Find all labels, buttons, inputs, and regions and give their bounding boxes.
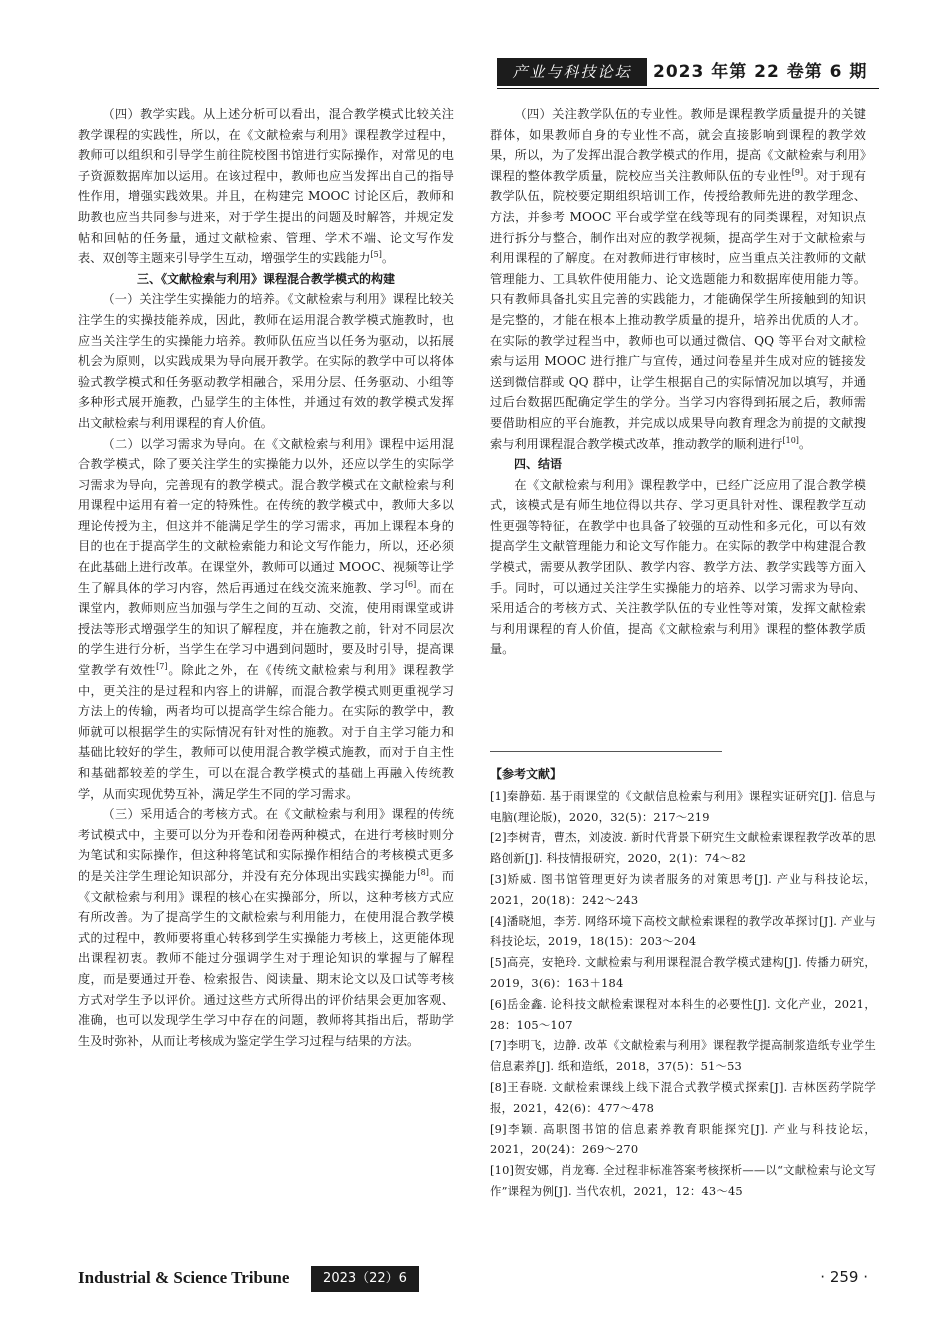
reference-item: [5]高亮，安艳玲. 文献检索与利用课程混合教学模式建构[J]. 传播力研究，2019，3(6)：163＋184 xyxy=(490,955,876,990)
reference-item: [7]李明飞，边静. 改革《文献检索与利用》课程教学提高制浆造纸专业学生信息素养[J]. 纸和造纸，2018，37(5)：51～53 xyxy=(490,1038,876,1074)
issue-info: 2023 年第 22 卷第 6 期 xyxy=(653,62,868,82)
issue-badge: 2023（22）6 xyxy=(311,1266,419,1292)
reference-item: [1]秦静茹. 基于雨课堂的《文献信息检索与利用》课程实证研究[J]. 信息与电脑(理论版)，2020，32(5)：217～219 xyxy=(490,788,876,824)
paragraph-assessment: （三）采用适合的考核方式。在《文献检索与利用》课程的传统考试模式中，主要可以分为开卷和闭卷两种模式，在进行考核时则分为笔试和实际操作，但这种将笔试和实际操作相结合的考核模式更多的是关注学生理论知识部分，并没有充分体现出实践实操能力[8]。而《文献检索与利用》课程的核心在实操部分，所以，这种考核方式应有所改善。为了提高学生的文献检索与利用能力，在使用混合教学模式的过程中，教师要将重心转移到学生实操能力考核上，这更能体现出课程初衷。教师不能过分强调学生对于理论知识的掌握与了解程度，而是要通过开卷、检索报告、阅读量、期末论文以及口试等考核方式对学生予以评价。通过这些方式所得出的评价结果会更加客观、准确，也可以发现学生学习中存在的问题，教师将其指出后，帮助学生及时弥补，从而让考核成为鉴定学生学习过程与结果的方法。 xyxy=(78,807,455,1048)
page-footer xyxy=(78,1266,878,1294)
reference-item: [4]潘晓旭，李芳. 网络环境下高校文献检索课程的教学改革探讨[J]. 产业与科技论坛，2019，18(15)：203～204 xyxy=(490,913,876,949)
citation: [9] xyxy=(791,167,804,177)
reference-item: [9]李颖. 高职图书馆的信息素养教育职能探究[J]. 产业与科技论坛，2021，20(24)：269～270 xyxy=(490,1121,876,1157)
citation: [8] xyxy=(417,867,429,877)
reference-list xyxy=(490,786,876,1202)
page-header xyxy=(497,58,879,88)
reference-item: [8]王春晓. 文献检索课线上线下混合式教学模式探索[J]. 吉林医药学院学报，2021，42(6)：477～478 xyxy=(490,1079,876,1115)
journal-name-badge: 产业与科技论坛 xyxy=(497,58,647,86)
reference-item: [10]贺安娜，肖龙骞. 全过程非标准答案考核探析——以“文献检索与论文写作”课程为例[J]. 当代农机，2021，12：43～45 xyxy=(490,1163,876,1198)
left-column xyxy=(78,104,454,1051)
reference-item: [3]矫威. 图书馆管理更好为读者服务的对策思考[J]. 产业与科技论坛，2021，20(18)：242～243 xyxy=(490,871,876,907)
paragraph-conclusion: 在《文献检索与利用》课程教学中，已经广泛应用了混合教学模式，该模式是有师生地位得以共存、学习更具针对性、课程教学互动性更强等特征，在教学中也具备了较强的互动性和多元化，可以有效提高学生文献管理能力和论文写作能力。在实际的教学中构建混合教学模式，需要从教学团队、教学内容、教学方法、教学实践等方面入手。同时，可以通过关注学生实操能力的培养、以学习需求为导向、采用适合的考核方式、关注教学队伍的专业性等对策，发挥文献检索与利用课程的育人价值，提高《文献检索与利用》课程的整体教学质量。 xyxy=(490,477,866,657)
references xyxy=(490,764,876,1202)
section-heading-4: 四、结语 xyxy=(514,457,563,472)
references-title: 【参考文献】 xyxy=(490,767,563,781)
citation: [5] xyxy=(370,250,382,260)
header-rule xyxy=(497,88,879,89)
citation: [6] xyxy=(404,579,417,589)
journal-english-name: Industrial & Science Tribune xyxy=(78,1268,290,1287)
citation: [10] xyxy=(782,435,799,445)
section-heading-3: 三、《文献检索与利用》课程混合教学模式的构建 xyxy=(136,271,395,286)
paragraph-learning-needs: （二）以学习需求为导向。在《文献检索与利用》课程中运用混合教学模式，除了要关注学生的实操能力以外，还应以学生的实际学习需求为导向，完善现有的教学模式。混合教学模式在文献检索与利用课程中运用有着一定的特殊性。在传统的教学模式中，教师大多以理论传授为主，但这并不能满足学生的学习需求，再加上课程本身的目的也在于提高学生的文献检索能力和论文写作能力，所以，还必须在此基础上进行改革。在课堂外，教师可以通过 MOOC、视频等让学生了解具体的学习内容，然后再通过在线交流来施教、学习[6]。而在课堂内，教师则应当加强与学生之间的互动、交流，使用雨课堂或讲授法等形式增强学生的知识了解程度，并在施教之前，针对不同层次的学生进行分析，当学生在学习中遇到问题时，要及时引导，提高课堂教学有效性[7]。除此之外，在《传统文献检索与利用》课程教学中，更关注的是过程和内容上的讲解，而混合教学模式则更重视学习方法上的传输，两者均可以提高学生综合能力。在实际的教学中，教师就可以根据学生的实际情况有针对性的施教。对于自主学习能力和基础比较好的学生，教师可以使用混合教学模式施教，而对于自主性和基础都较差的学生，可以在混合教学模式的基础上再融入传统教学，从而实现优势互补，满足学生不同的学习需求。 xyxy=(78,436,455,801)
citation: [7] xyxy=(156,662,168,672)
reference-item: [6]岳金鑫. 论科技文献检索课程对本科生的必要性[J]. 文化产业，2021，28：105～107 xyxy=(490,996,876,1032)
paragraph-practical-ability: （一）关注学生实操能力的培养。《文献检索与利用》课程比较关注学生的实操技能养成，因此，教师在运用混合教学模式施教时，也应当关注学生的实操能力培养。教师队伍应当以任务为驱动，以拓展机会为原则，以实践成果为导向展开教学。在实际的教学中可以将体验式教学模式和任务驱动教学相融合，采用分层、任务驱动、小组等多种形式展开施教，凸显学生的主体性，并通过有效的教学模式发挥出文献检索与利用课程的育人价值。 xyxy=(78,292,454,430)
paragraph-teaching-practice: （四）教学实践。从上述分析可以看出，混合教学模式比较关注教学课程的实践性，所以，在《文献检索与利用》课程教学过程中，教师可以组织和引导学生前往院校图书馆进行实际操作，对常见的电子资源数据库加以运用。在该过程中，教师也应当发挥出自己的指导性作用，增强实践效果。并且，在构建完 MOOC 讨论区后，教师和助教也应当共同参与进来，对于学生提出的问题及时解答，并规定发帖和回帖的任务量，通过文献检索、管理、学术不端、论文写作发表、双创等主题来引导学生互动，增强学生的实践能力[5]。 xyxy=(78,107,454,266)
page-number: · 259 · xyxy=(820,1268,868,1286)
paragraph-teaching-team: （四）关注教学队伍的专业性。教师是课程教学质量提升的关键群体，如果教师自身的专业性不高，就会直接影响到课程的教学效果，所以，为了发挥出混合教学模式的作用，提高《文献检索与利用》课程的整体教学质量，院校应当关注教师队伍的专业性[9]。对于现有教学队伍，院校要定期组织培训工作，传授给教师先进的教学理念、方法，并参考 MOOC 平台或学堂在线等现有的同类课程，对知识点进行拆分与整合，制作出对应的教学视频，提高学生对于文献检索与利用课程的了解度。在对教师进行审核时，应当重点关注教师的文献管理能力、工具软件使用能力、论文选题能力和数据库使用能力等。只有教师具备扎实且完善的实践能力，才能确保学生所接触到的知识是完整的，才能在根本上推动教学质量的提升，培养出优质的人才。在实际的教学过程当中，教师也可以通过微信、QQ 等平台对文献检索与运用 MOOC 进行推广与宣传，通过问卷星并生成对应的链接发送到微信群或 QQ 群中，让学生根据自己的实际情况加以填写，并通过后台数据匹配确定学生的学分。当学习内容得到拓展之后，教师需要借助相应的平台施教，并完成以成果导向教育理念为前提的文献搜索与利用课程混合教学模式改革，推动教学的顺利进行[10]。 xyxy=(490,107,867,451)
reference-item: [2]李树青，曹杰，刘凌波. 新时代背景下研究生文献检索课程教学改革的思路创新[J]. 科技情报研究，2020，2(1)：74～82 xyxy=(490,830,876,866)
references-divider xyxy=(490,751,722,752)
right-column xyxy=(490,104,866,660)
